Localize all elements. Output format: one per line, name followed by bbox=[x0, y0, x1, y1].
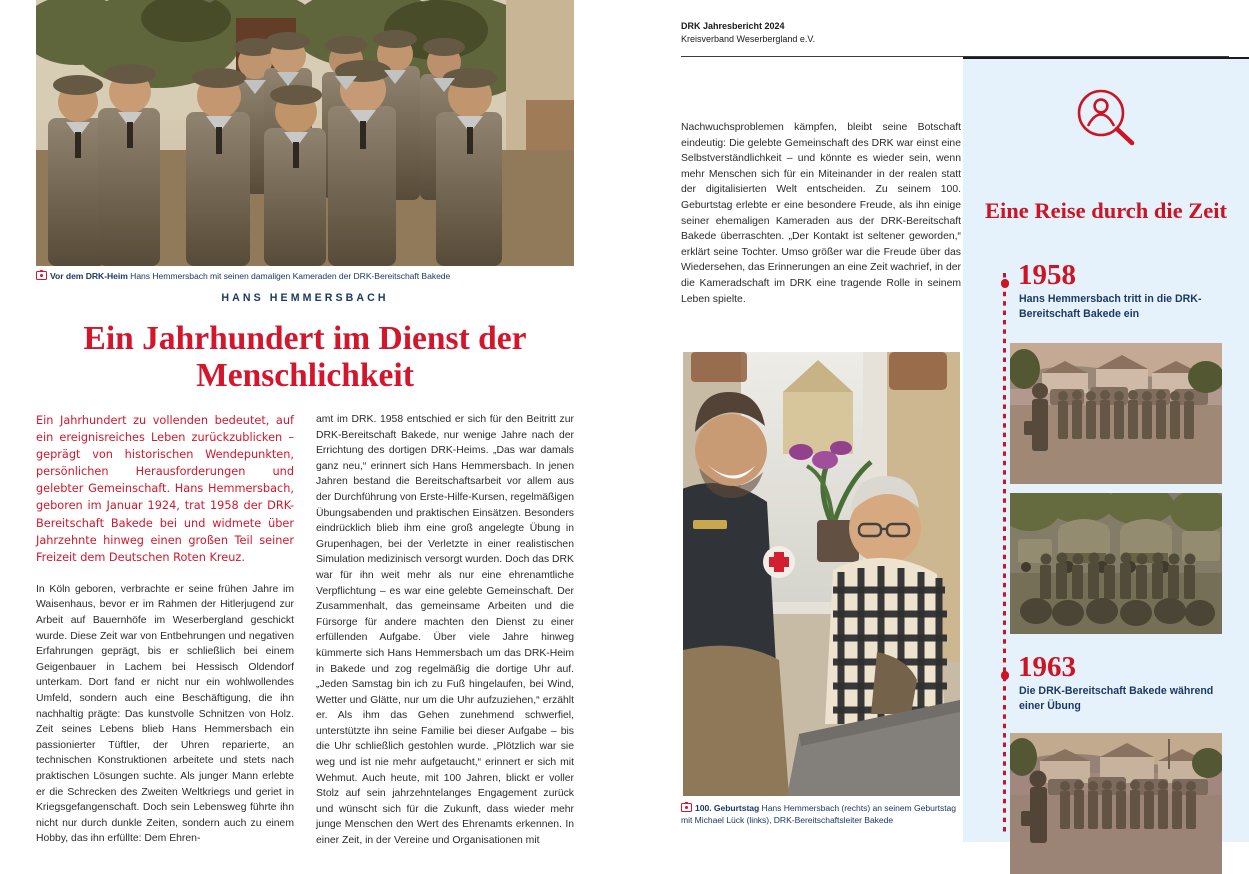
article-body-columns bbox=[36, 412, 574, 847]
birthday-photo-hemmersbach-lueck bbox=[683, 352, 960, 796]
timeline-year: 1958 bbox=[1018, 259, 1076, 291]
sidebar-title: Eine Reise durch die Zeit bbox=[984, 198, 1228, 223]
middle-column bbox=[681, 0, 961, 842]
camera-icon bbox=[36, 271, 47, 280]
birthday-caption-text: Hans Hemmersbach (rechts) an seinem Geburtstag mit Michael Lück (links), DRK-Bereitschaftsleiter Bakede bbox=[681, 803, 957, 825]
timeline-dotted-rail bbox=[1003, 273, 1006, 835]
article-headline: Ein Jahrhundert im Dienst der Menschlichkeit bbox=[83, 320, 527, 394]
report-title: DRK Jahresbericht 2024 bbox=[681, 21, 785, 31]
body-column-2 bbox=[316, 412, 574, 849]
timeline-description: Die DRK-Bereitschaft Bakede während einer Übung bbox=[1019, 685, 1214, 713]
article-paragraph-1: In Köln geboren, verbrachte er seine frühen Jahre im Waisenhaus, bevor er im Rahmen der Hitlerjugend zur Arbeit auf Bauernhöfe im Weserbergland geschickt wurde. Diese Zeit war von Entbehrungen und negativen Erfahrungen geprägt, bis er schließlich bei einem Geigenbauer in Lachem bei Hessisch Oldendorf unterkam. Dort fand er nicht nur ein wohlwollendes Umfeld, sondern auch eine Beschäftigung, die ihn nachhaltig prägte: Das kunstvolle Schnitzen von Holz. Zeit seines Lebens blieb Hans Hemmersbach ein passionierter Tüftler, der Uhren reparierte, an technischen Konstruktionen arbeitete und stets nach praktischen Lösungen suchte. Als junger Mann erlebte er die Schrecken des Zweiten Weltkriegs und geriet in Kriegsgefangenschaft. Doch sein Lebensweg führte ihn nicht nur durch dunkle Zeiten, sondern auch zu einem Hobby, das ihn erfüllte: Dem Ehren- bbox=[36, 583, 294, 845]
birthday-photo-caption bbox=[681, 803, 963, 826]
drk-exercise-formation-photo bbox=[1010, 733, 1222, 874]
drk-group-with-trucks-photo bbox=[1010, 493, 1222, 634]
feature-article-column bbox=[36, 0, 574, 847]
birthday-caption-label: 100. Geburtstag bbox=[695, 803, 760, 813]
hero-caption-text: Hans Hemmersbach mit seinen damaligen Kameraden der DRK-Bereitschaft Bakede bbox=[127, 271, 451, 281]
timeline-bullet-icon bbox=[1001, 279, 1010, 288]
drk-formation-parade-photo bbox=[1010, 343, 1222, 484]
hero-caption-label: Vor dem DRK-Heim bbox=[50, 271, 128, 281]
article-paragraph-2: amt im DRK. 1958 entschied er sich für den Beitritt zur DRK-Bereitschaft Bakede, nur wenige Jahre nach der Errichtung des dortigen DRK-Heims. „Das war damals ganz neu,“ erinnert sich Hans Hemmersbach. In jenen Jahren bestand die Bereitschaftsarbeit vor allem aus der Durchführung von Erste-Hilfe-Kursen, regelmäßigen Übungsabenden und praktischen Einsätzen. Besonders eindrücklich blieb ihm eine groß angelegte Übung in Grupenhagen, bei der Verletzte in einer realistischen Simulation medizinisch versorgt wurden. Doch das DRK war für ihn weit mehr als nur eine ehrenamtliche Verpflichtung – es war eine gelebte Gemeinschaft. Der Zusammenhalt, das gemeinsame Arbeiten und die Fürsorge für andere machten den Dienst zu einer erfüllenden Aufgabe. Über viele Jahre hinweg kümmerte sich Hans Hemmersbach um das DRK-Heim in Bakede und zog regelmäßig die dortige Uhr auf. „Jeden Samstag bin ich zu Fuß hingelaufen, bei Wind, Wetter und Glätte, nur um die Uhr aufzuziehen,“ erzählt er. Als ihm das Gehen zunehmend schwerfiel, unterstützte ihn seine Familie bei dieser Aufgabe – bis die Uhr schließlich gestohlen wurde. „Plötzlich war sie weg und ist nie mehr aufgetaucht,“ erinnert er sich mit Wehmut. Auch heute, mit 100 Jahren, blickt er voller Stolz auf sein jahrzehntelanges Engagement zurück und wünscht sich für die Zukunft, dass wieder mehr junge Menschen den Wert des Ehrenamts erkennen. In einer Zeit, in der Vereine und Organisationen mit bbox=[316, 414, 574, 847]
body-column-1 bbox=[36, 412, 294, 847]
page-header bbox=[681, 20, 961, 46]
camera-icon bbox=[681, 803, 692, 812]
timeline-description: Hans Hemmersbach tritt in die DRK-Bereitschaft Bakede ein bbox=[1019, 293, 1202, 321]
hero-photo-drk-heim-group bbox=[36, 0, 574, 266]
article-lead-paragraph: Ein Jahrhundert zu vollenden bedeutet, auf ein ereignisreiches Leben zurückzublicken – geprägt von historischen Wendepunkten, persönlichen Herausforderungen und gelebter Gemeinschaft. Hans Hemmersbach, geboren im Januar 1924, trat 1958 der DRK-Bereitschaft Bakede bei und widmete über Jahrzehnte hinweg einen großen Teil seiner Freizeit dem Deutschen Roten Kreuz. bbox=[36, 414, 294, 564]
article-paragraph-3: Nachwuchsproblemen kämpfen, bleibt seine Botschaft eindeutig: Die gelebte Gemeinschaft des DRK war einst eine Selbstverständlichkeit – und könnte es wieder sein, wenn mehr Menschen sich für ein Miteinander in der realen statt der digitalisierten Welt entscheiden. Zu seinem 100. Geburtstag erlebte er eine besondere Freude, als ihn einige seiner ehemaligen Kameraden aus der DRK-Bereitschaft Bakede überraschten. „Der Kontakt ist seltener geworden,“ erklärt seine Tochter. Umso größer war die Freude über das Wiedersehen, das Erinnerungen an eine Zeit wachrief, in der die Kameradschaft im DRK eine tragende Rolle in seinem Leben spielte. bbox=[681, 122, 961, 305]
timeline-sidebar bbox=[963, 57, 1249, 842]
timeline-bullet-icon bbox=[1001, 671, 1010, 680]
article-kicker: HANS HEMMERSBACH bbox=[221, 292, 389, 304]
timeline-year: 1963 bbox=[1018, 651, 1076, 683]
timeline bbox=[963, 259, 1249, 844]
report-subtitle: Kreisverband Weserbergland e.V. bbox=[681, 34, 816, 44]
person-magnifier-icon bbox=[1075, 87, 1137, 152]
hero-photo-caption bbox=[36, 271, 574, 283]
